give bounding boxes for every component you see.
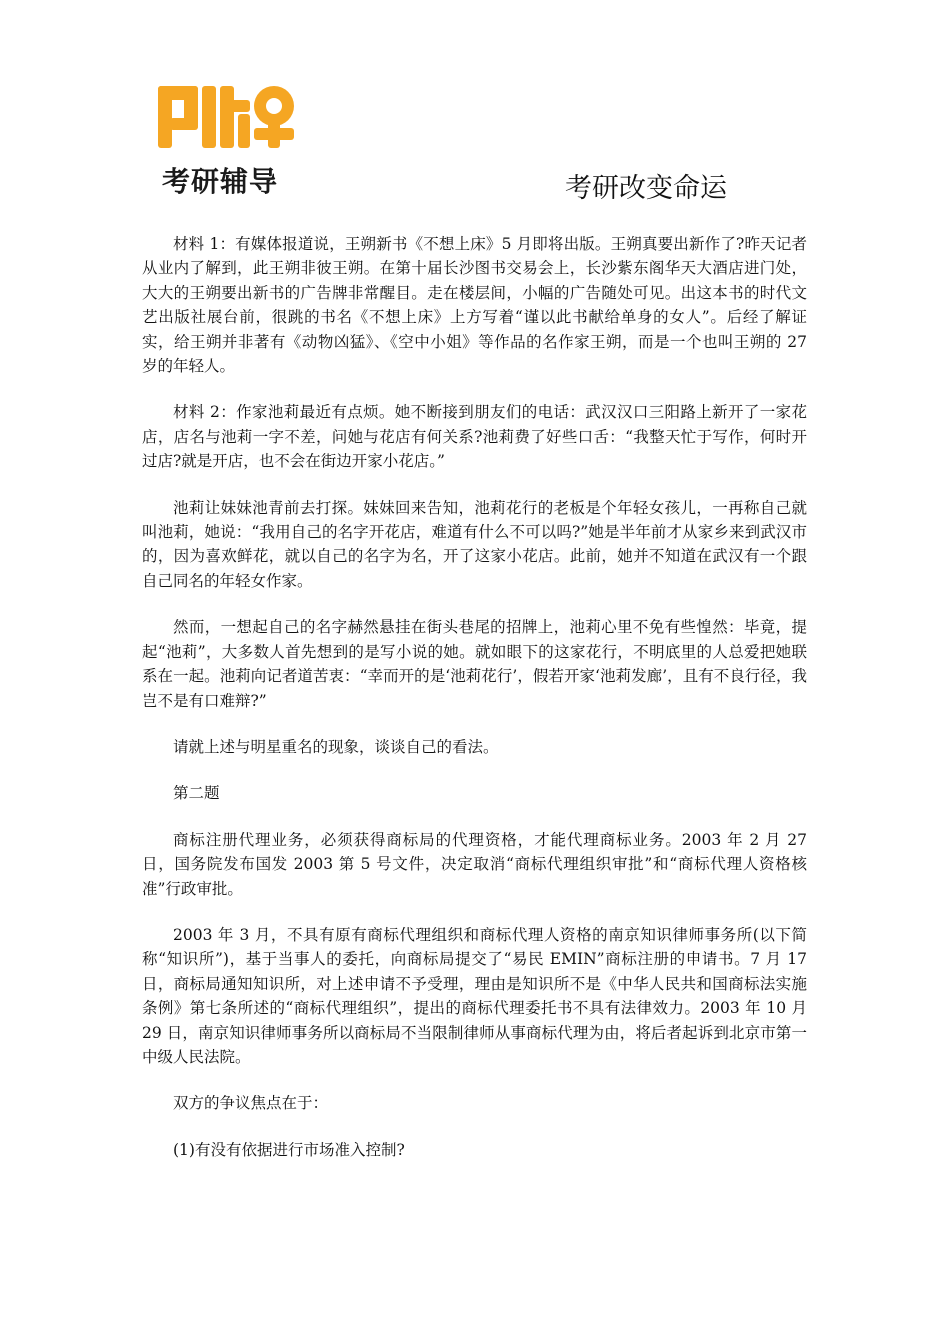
document-body [142, 232, 807, 1184]
kaicheng-logo [150, 78, 310, 198]
paragraph: 请就上述与明星重名的现象，谈谈自己的看法。 [173, 737, 499, 756]
paragraph: 材料 2：作家池莉最近有点烦。她不断接到朋友们的电话：武汉汉口三阳路上新开了一家花店，店名与池莉一字不差，问她与花店有何关系?池莉费了好些口舌：“我整天忙于写作，何时开过店?就是开店，也不会在街边开家小花店。” [142, 403, 807, 471]
paragraph: 然而，一想起自己的名字赫然悬挂在街头巷尾的招牌上，池莉心里不免有些惶然：毕竟，提起“池莉”，大多数人首先想到的是写小说的她。就如眼下的这家花行，不明底里的人总爱把她联系在一起。池莉向记者道苦衷：“幸而开的是‘池莉花行’，假若开家‘池莉发廊’，且有不良行径，我岂不是有口难辩?” [142, 618, 807, 710]
paragraph: 双方的争议焦点在于： [173, 1094, 329, 1113]
paragraph: 2003 年 3 月，不具有原有商标代理组织和商标代理人资格的南京知识律师事务所(以下简称“知识所”)，基于当事人的委托，向商标局提交了“易民 EMIN”商标注册的申请书。7 月 17 日，商标局通知知识所，对上述申请不予受理，理由是知识所不是《中华人民共和国商标法实施条例》第七条所述的“商标代理组织”，提出的商标代理委托书不具有法律效力。2003 年 10 月 29 日，南京知识律师事务所以商标局不当限制律师从事商标代理为由，将后者起诉到北京市第一中级人民法院。 [142, 925, 807, 1066]
logo-subtitle: 考研辅导 [162, 165, 279, 198]
slogan: 考研改变命运 [565, 173, 727, 204]
section-heading: 第二题 [173, 784, 220, 803]
paragraph: 池莉让妹妹池青前去打探。妹妹回来告知，池莉花行的老板是个年轻女孩儿，一再称自己就叫池莉，她说：“我用自己的名字开花店，难道有什么不可以吗?”她是半年前才从家乡来到武汉市的，因为喜欢鲜花，就以自己的名字为名，开了这家小花店。此前，她并不知道在武汉有一个跟自己同名的年轻女作家。 [142, 498, 807, 590]
paragraph: 材料 1：有媒体报道说，王朔新书《不想上床》5 月即将出版。王朔真要出新作了?昨天记者从业内了解到，此王朔非彼王朔。在第十届长沙图书交易会上，长沙紫东阁华天大酒店进门处，大大的王朔要出新书的广告牌非常醒目。走在楼层间，小幅的广告随处可见。出这本书的时代文艺出版社展台前，很跳的书名《不想上床》上方写着“谨以此书献给单身的女人”。后经了解证实，给王朔并非著有《动物凶猛》、《空中小姐》等作品的名作家王朔，而是一个也叫王朔的 27 岁的年轻人。 [142, 235, 807, 376]
logo-mark-icon [150, 78, 300, 160]
paragraph: 商标注册代理业务，必须获得商标局的代理资格，才能代理商标业务。2003 年 2 月 27 日，国务院发布国发 2003 第 5 号文件，决定取消“商标代理组织审批”和“商标代理人资格核准”行政审批。 [142, 830, 807, 898]
paragraph: (1)有没有依据进行市场准入控制? [173, 1140, 405, 1159]
